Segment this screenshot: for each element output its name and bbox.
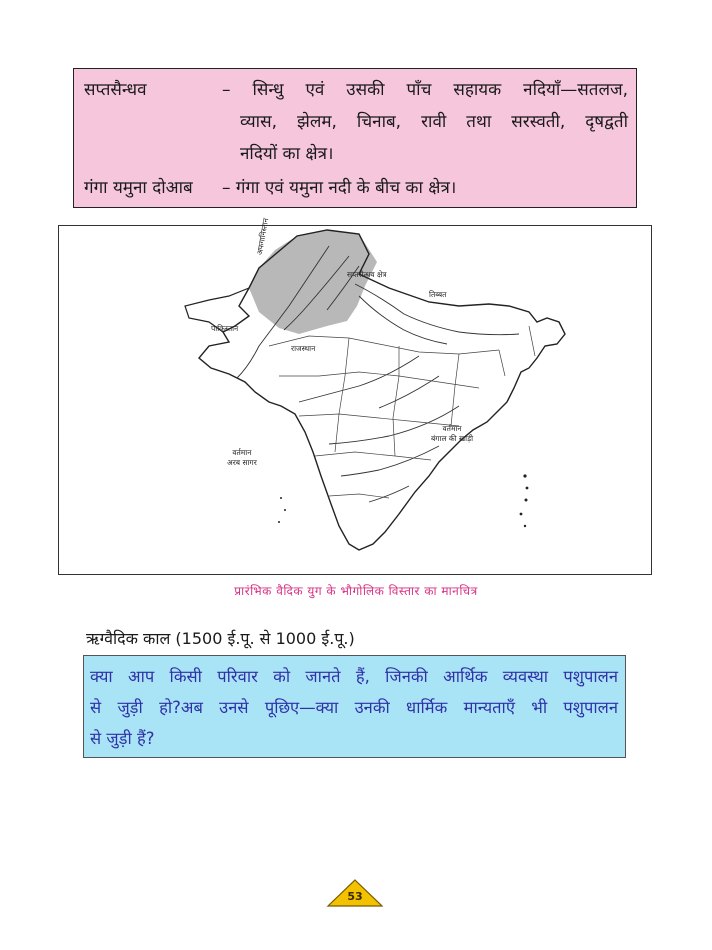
definition-term: गंगा यमुना दोआब [84, 178, 193, 198]
map-caption: प्रारंभिक वैदिक युग के भौगोलिक विस्तार का मानचित्र [234, 584, 478, 598]
definition-text: नदियों का क्षेत्र। [240, 144, 334, 164]
map-label-tibet: तिब्बत [429, 290, 447, 299]
islands [278, 474, 528, 527]
definitions-box [73, 68, 637, 208]
definition-text: व्यास, झेलम, चिनाब, रावी तथा सरस्वती, दृषद्वती [240, 112, 628, 132]
map-label-pakistan: पाकिस्तान [211, 324, 239, 333]
map-label-saptsaindhav: सप्तसैन्धव क्षेत्र [347, 270, 387, 279]
definition-text: – गंगा एवं यमुना नदी के बीच का क्षेत्र। [222, 178, 457, 198]
page-number-badge [326, 878, 384, 908]
map-label-line: वर्तमान [232, 448, 252, 457]
map-label-afghanistan: अफगानिस्तान [255, 217, 271, 256]
map-label-rajasthan: राजस्थान [291, 344, 316, 353]
activity-line: से जुड़ी हो?अब उनसे पूछिए—क्या उनकी धार्मिक मान्यताएँ भी पशुपालन [90, 698, 618, 717]
definition-term: सप्तसैन्धव [84, 80, 147, 100]
map-label-line: अरब सागर [227, 458, 257, 467]
map-frame [58, 217, 652, 575]
map-label-line: बंगाल की खाड़ी [431, 434, 474, 443]
activity-line: से जुड़ी हैं? [90, 729, 155, 748]
definition-text: – सिन्धु एवं उसकी पाँच सहायक नदियाँ—सतलज, [222, 80, 628, 100]
map-label-line: वर्तमान [442, 424, 462, 433]
activity-box [83, 655, 626, 758]
section-heading: ऋग्वैदिक काल (1500 ई.पू. से 1000 ई.पू.) [86, 629, 355, 648]
map-label-bay-of-bengal [431, 424, 473, 444]
activity-line: क्या आप किसी परिवार को जानते हैं, जिनकी आर्थिक व्यवस्था पशुपालन [90, 667, 618, 686]
page-number: 53 [347, 890, 363, 903]
map-label-arabian-sea [227, 448, 257, 468]
saptasaindhav-region [249, 230, 377, 334]
